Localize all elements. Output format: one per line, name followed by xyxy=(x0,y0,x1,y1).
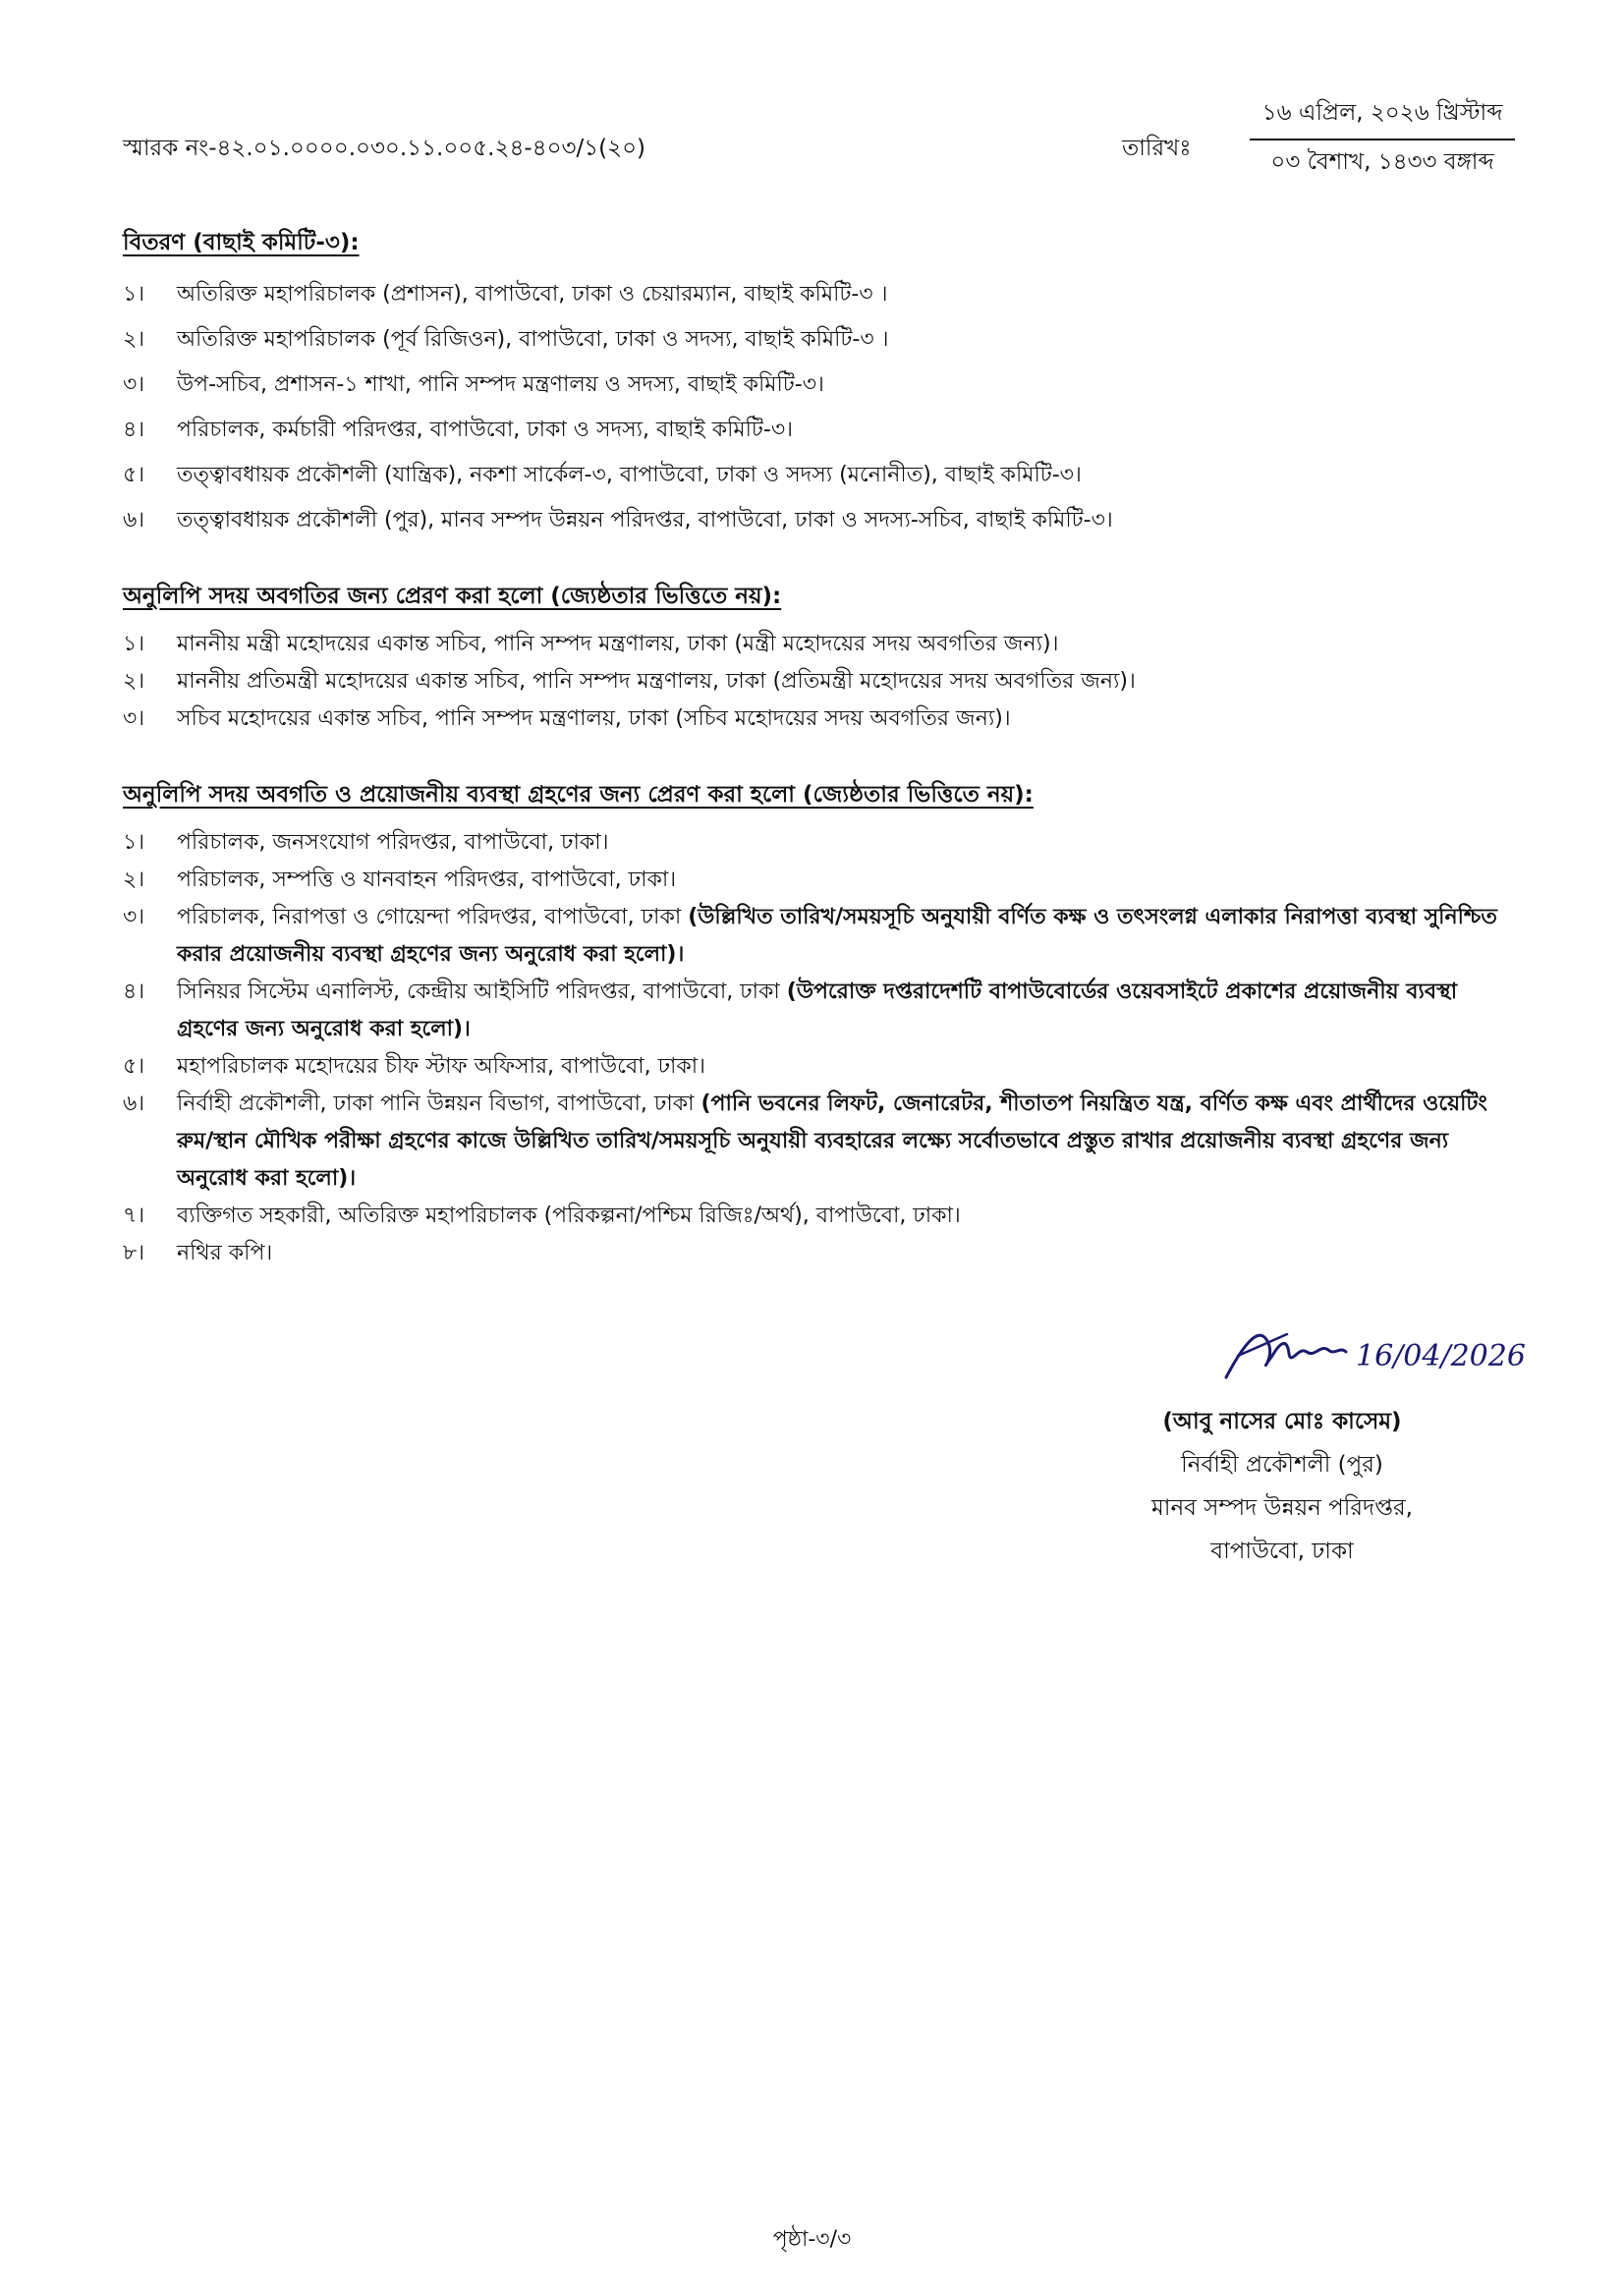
date-bangla: ০৩ বৈশাখ, ১৪৩৩ বঙ্গাব্দ xyxy=(1270,149,1494,175)
signatory-name: (আবু নাসের মোঃ কাসেম) xyxy=(1162,1409,1402,1434)
date-gregorian: ১৬ এপ্রিল, ২০২৬ খ্রিস্টাব্দ xyxy=(1250,94,1515,140)
list-item: ৫। তত্ত্বাবধায়ক প্রকৌশলী (যান্ত্রিক), নকশা সার্কেল-৩, বাপাউবো, ঢাকা ও সদস্য (মনোনীত), বাছাই কমিটি-৩। xyxy=(123,463,1082,487)
copy-info-title: অনুলিপি সদয় অবগতির জন্য প্রেরণ করা হলো (জ্যেষ্ঠতার ভিত্তিতে নয়): xyxy=(123,584,782,609)
list-item: ৬। তত্ত্বাবধায়ক প্রকৌশলী (পুর), মানব সম্পদ উন্নয়ন পরিদপ্তর, বাপাউবো, ঢাকা ও সদস্য-সচিব, বাছাই কমিটি-৩। xyxy=(123,508,1113,532)
signatory-designation: নির্বাহী প্রকৌশলী (পুর) xyxy=(1181,1452,1383,1478)
list-item: ৪। সিনিয়র সিস্টেম এনালিস্ট, কেন্দ্রীয় আইসিটি পরিদপ্তর, বাপাউবো, ঢাকা (উপরোক্ত দপ্তরাদেশটি বাপাউবোর্ডের ওয়েবসাইটে প্রকাশের প্রয়োজনীয় ব্যবস্থা গ্রহণের জন্য অনুরোধ করা হলো)। xyxy=(123,980,1458,1041)
memo-number: স্মারক নং-৪২.০১.০০০০.০৩০.১১.০০৫.২৪-৪০৩/১(২০) xyxy=(123,136,646,161)
list-item: ৬। নির্বাহী প্রকৌশলী, ঢাকা পানি উন্নয়ন বিভাগ, বাপাউবো, ঢাকা (পানি ভবনের লিফট, জেনারেটর, শীতাতপ নিয়ন্ত্রিত যন্ত্র, বর্ণিত কক্ষ এবং প্রার্থীদের ওয়েটিং রুম/স্থান মৌখিক পরীক্ষা গ্রহণের কাজে উল্লিখিত তারিখ/সময়সূচি অনুযায়ী ব্যবহারের লক্ষ্যে সর্বোতভাবে প্রস্তুত রাখার প্রয়োজনীয় ব্যবস্থা গ্রহণের জন্য অনুরোধ করা হলো)। xyxy=(123,1092,1487,1191)
list-item: ৩। সচিব মহোদয়ের একান্ত সচিব, পানি সম্পদ মন্ত্রণালয়, ঢাকা (সচিব মহোদয়ের সদয় অবগতির জন্য)। xyxy=(123,706,1011,731)
list-item: ১। পরিচালক, জনসংযোগ পরিদপ্তর, বাপাউবো, ঢাকা। xyxy=(123,830,609,855)
distribution-title: বিতরণ (বাছাই কমিটি-৩): xyxy=(123,230,360,255)
distribution-section xyxy=(123,224,1518,543)
signatory-office: মানব সম্পদ উন্নয়ন পরিদপ্তর, xyxy=(1151,1495,1413,1521)
list-item: ৭। ব্যক্তিগত সহকারী, অতিরিক্ত মহাপরিচালক (পরিকল্পনা/পশ্চিম রিজিঃ/অর্থ), বাপাউবো, ঢাকা। xyxy=(123,1204,961,1228)
copy-action-section xyxy=(123,776,1518,1272)
copy-info-section xyxy=(123,578,1518,738)
list-item: ৩। পরিচালক, নিরাপত্তা ও গোয়েন্দা পরিদপ্তর, বাপাউবো, ঢাকা (উল্লিখিত তারিখ/সময়সূচি অনুযায়ী বর্ণিত কক্ষ ও তৎসংলগ্ন এলাকার নিরাপত্তা ব্যবস্থা সুনিশ্চিত করার প্রয়োজনীয় ব্যবস্থা গ্রহণের জন্য অনুরোধ করা হলো)। xyxy=(123,905,1497,967)
date-label: তারিখঃ xyxy=(1122,136,1192,161)
signature-date: 16/04/2026 xyxy=(1356,1339,1526,1373)
signature-image xyxy=(1218,1316,1533,1395)
list-item: ২। মাননীয় প্রতিমন্ত্রী মহোদয়ের একান্ত সচিব, পানি সম্পদ মন্ত্রণালয়, ঢাকা (প্রতিমন্ত্রী মহোদয়ের সদয় অবগতির জন্য)। xyxy=(123,669,1136,694)
list-item: ২। অতিরিক্ত মহাপরিচালক (পূর্ব রিজিওন), বাপাউবো, ঢাকা ও সদস্য, বাছাই কমিটি-৩ । xyxy=(123,327,889,352)
list-item: ১। অতিরিক্ত মহাপরিচালক (প্রশাসন), বাপাউবো, ঢাকা ও চেয়ারম্যান, বাছাই কমিটি-৩ । xyxy=(123,282,888,307)
list-item: ৪। পরিচালক, কর্মচারী পরিদপ্তর, বাপাউবো, ঢাকা ও সদস্য, বাছাই কমিটি-৩। xyxy=(123,418,794,442)
list-item: ১। মাননীয় মন্ত্রী মহোদয়ের একান্ত সচিব, পানি সম্পদ মন্ত্রণালয়, ঢাকা (মন্ত্রী মহোদয়ের সদয় অবগতির জন্য)। xyxy=(123,632,1059,656)
list-item: ৩। উপ-সচিব, প্রশাসন-১ শাখা, পানি সম্পদ মন্ত্রণালয় ও সদস্য, বাছাই কমিটি-৩। xyxy=(123,372,824,397)
copy-action-title: অনুলিপি সদয় অবগতি ও প্রয়োজনীয় ব্যবস্থা গ্রহণের জন্য প্রেরণ করা হলো (জ্যেষ্ঠতার ভিত্তিতে নয়): xyxy=(123,782,1034,808)
list-item: ২। পরিচালক, সম্পত্তি ও যানবাহন পরিদপ্তর, বাপাউবো, ঢাকা। xyxy=(123,868,677,892)
signatory-block xyxy=(1071,1400,1493,1573)
list-item: ৮। নথির কপি। xyxy=(123,1241,273,1265)
signatory-location: বাপাউবো, ঢাকা xyxy=(1210,1539,1354,1564)
list-item: ৫। মহাপরিচালক মহোদয়ের চীফ স্টাফ অফিসার, বাপাউবো, ঢাকা। xyxy=(123,1054,706,1079)
page-number: পৃষ্ঠা-৩/৩ xyxy=(772,2227,852,2252)
